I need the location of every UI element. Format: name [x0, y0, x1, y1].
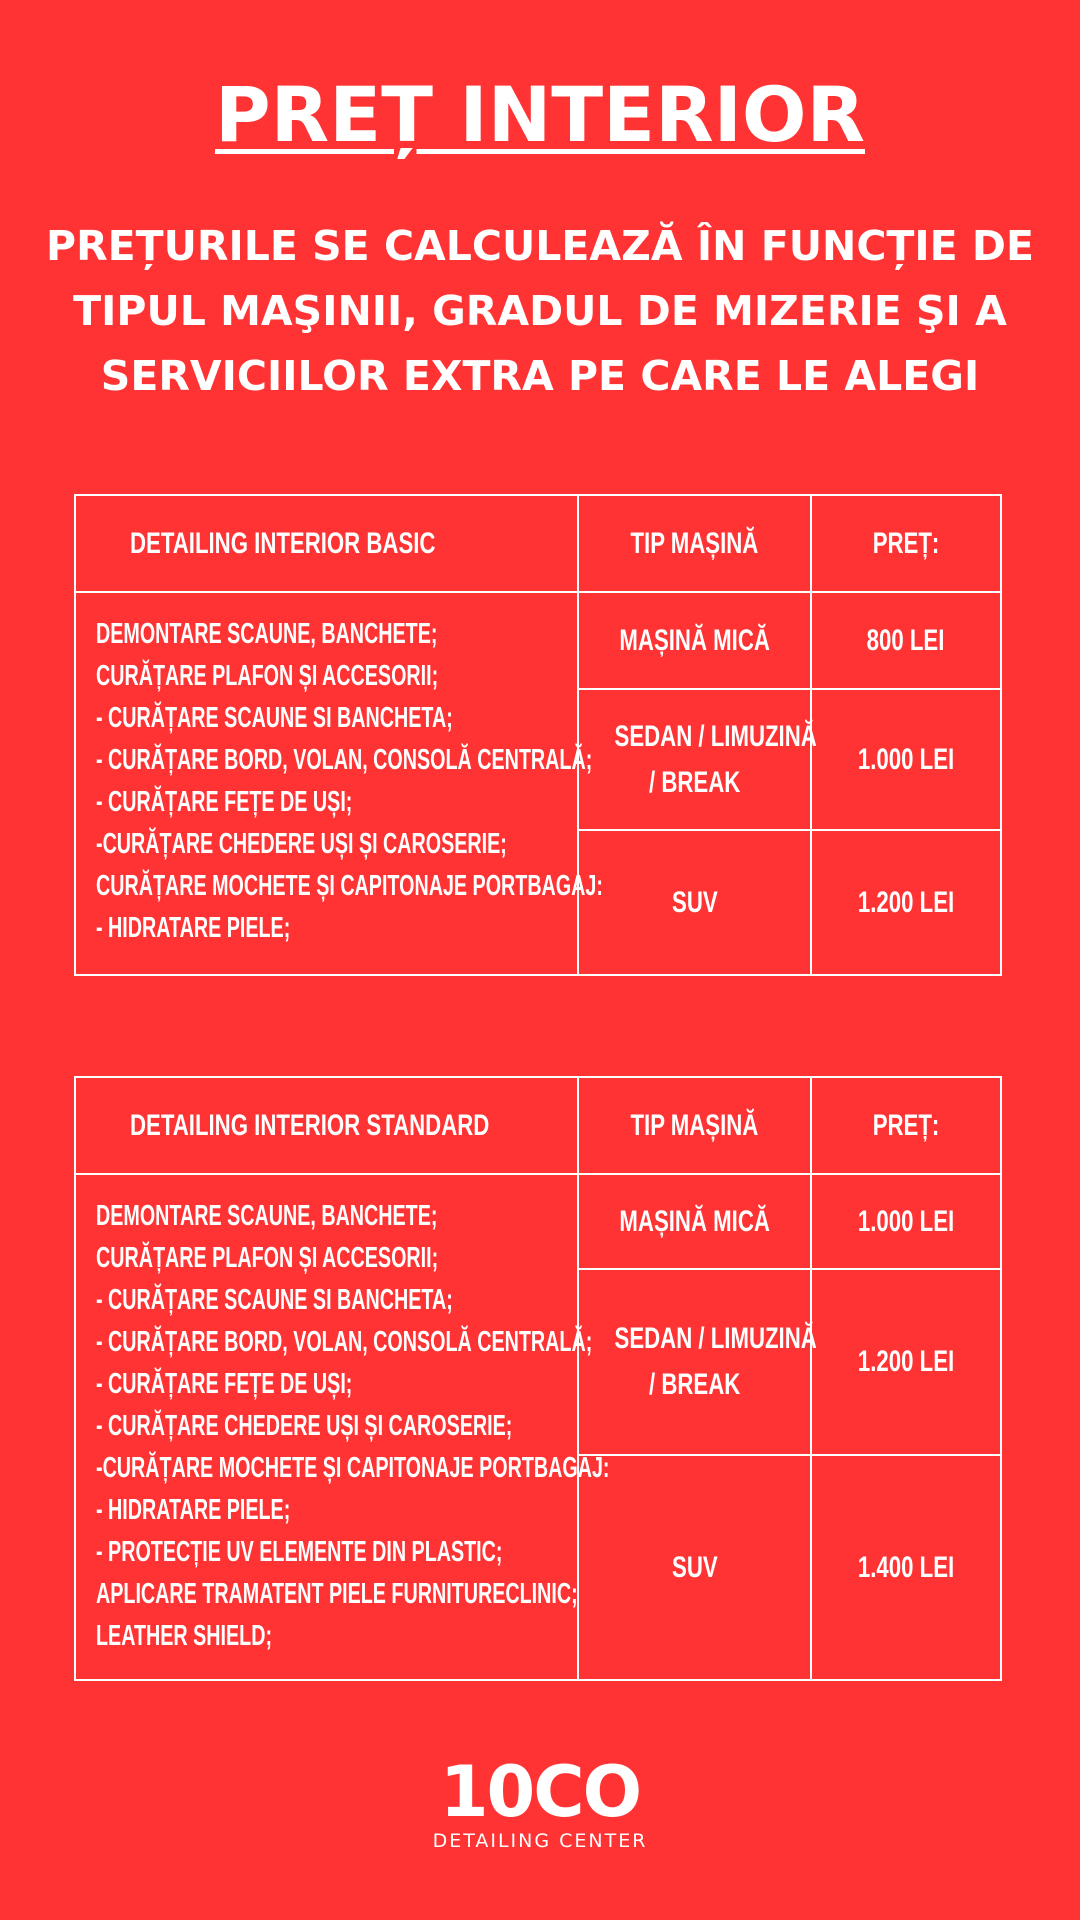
package-name-cell	[75, 495, 578, 592]
service-item: - HIDRATARE PIELE;	[96, 912, 291, 944]
car-type-cell	[578, 1455, 811, 1680]
car-type: MAȘINĂ MICĂ	[619, 623, 770, 657]
service-item: CURĂȚARE PLAFON ȘI ACCESORII;	[96, 1242, 439, 1274]
service-item: - CURĂȚARE CHEDERE UȘI ȘI CAROSERIE;	[96, 1410, 513, 1442]
service-item: -CURĂȚARE CHEDERE UȘI ȘI CAROSERIE;	[96, 828, 507, 860]
price-table-standard	[74, 1076, 1002, 1681]
logo-mark: 10CO	[439, 1751, 641, 1833]
price-header-cell	[811, 1077, 1001, 1174]
package-name-cell	[75, 1077, 578, 1174]
table-row	[75, 1174, 1001, 1269]
service-item: DEMONTARE SCAUNE, BANCHETE;	[96, 618, 438, 650]
page-title: PREȚ INTERIOR	[214, 70, 865, 159]
table-row	[75, 592, 1001, 689]
car-type-header: TIP MAȘINĂ	[630, 526, 759, 560]
car-type-header: TIP MAȘINĂ	[630, 1108, 759, 1142]
price-value: 1.200 LEI	[857, 1345, 955, 1378]
services-list	[96, 613, 603, 949]
price-cell	[811, 689, 1001, 830]
car-type-cell	[578, 592, 811, 689]
service-item: DEMONTARE SCAUNE, BANCHETE;	[96, 1200, 438, 1232]
service-item: - PROTECȚIE UV ELEMENTE DIN PLASTIC;	[96, 1536, 503, 1568]
car-type: SUV	[671, 1550, 718, 1584]
car-type-continued: / BREAK	[648, 1368, 741, 1401]
service-item: - CURĂȚARE FEȚE DE UȘI;	[96, 1368, 353, 1400]
service-item: LEATHER SHIELD;	[96, 1620, 273, 1652]
service-item: APLICARE TRAMATENT PIELE FURNITURECLINIC;	[96, 1578, 578, 1610]
price-table-basic	[74, 494, 1002, 976]
car-type-cell	[578, 1269, 817, 1455]
service-item: - HIDRATARE PIELE;	[96, 1494, 291, 1526]
price-value: 1.000 LEI	[857, 1204, 955, 1238]
car-type: SUV	[671, 885, 718, 919]
car-type-continued: / BREAK	[648, 765, 741, 799]
service-item: - CURĂȚARE BORD, VOLAN, CONSOLĂ CENTRALĂ;	[96, 1326, 593, 1358]
brand-logo	[0, 1751, 1080, 1852]
car-type-cell	[578, 830, 811, 975]
car-type: SEDAN / LIMUZINĂ	[614, 719, 817, 753]
car-type-cell	[578, 1174, 811, 1269]
page-subtitle: PREȚURILE SE CALCULEAZĂ ÎN FUNCȚIE DE TIPUL MAŞINII, GRADUL DE MIZERIE ŞI A SERVICIILOR EXTRA PE CARE LE ALEGI	[46, 222, 1034, 400]
table-header-row	[75, 495, 1001, 592]
car-type-cell	[578, 689, 817, 830]
price-cell	[811, 1269, 1001, 1455]
services-cell	[75, 592, 603, 975]
services-cell	[75, 1174, 610, 1680]
package-name: DETAILING INTERIOR BASIC	[130, 526, 436, 560]
price-value: 1.400 LEI	[857, 1550, 955, 1584]
price-header-cell	[811, 495, 1001, 592]
service-item: - CURĂȚARE SCAUNE SI BANCHETA;	[96, 702, 453, 734]
service-item: CURĂȚARE PLAFON ȘI ACCESORII;	[96, 660, 439, 692]
price-value: 1.200 LEI	[857, 885, 955, 919]
price-value: 800 LEI	[867, 623, 945, 657]
price-header: PREȚ:	[872, 1108, 940, 1142]
price-cell	[811, 830, 1001, 975]
price-value: 1.000 LEI	[857, 742, 955, 776]
service-item: - CURĂȚARE BORD, VOLAN, CONSOLĂ CENTRALĂ;	[96, 744, 593, 776]
car-type: MAȘINĂ MICĂ	[619, 1204, 770, 1238]
service-item: CURĂȚARE MOCHETE ȘI CAPITONAJE PORTBAGAJ:	[96, 870, 603, 902]
price-header: PREȚ:	[872, 526, 940, 560]
service-item: - CURĂȚARE FEȚE DE UȘI;	[96, 786, 353, 818]
service-item: -CURĂȚARE MOCHETE ȘI CAPITONAJE PORTBAGAJ:	[96, 1452, 610, 1484]
services-list	[96, 1195, 610, 1657]
car-type: SEDAN / LIMUZINĂ	[614, 1322, 817, 1355]
car-type-header-cell	[578, 495, 811, 592]
price-cell	[811, 1455, 1001, 1680]
price-cell	[811, 592, 1001, 689]
service-item: - CURĂȚARE SCAUNE SI BANCHETA;	[96, 1284, 453, 1316]
logo-tagline: DETAILING CENTER	[432, 1830, 648, 1852]
car-type-header-cell	[578, 1077, 811, 1174]
package-name: DETAILING INTERIOR STANDARD	[130, 1108, 490, 1142]
table-header-row	[75, 1077, 1001, 1174]
price-cell	[811, 1174, 1001, 1269]
